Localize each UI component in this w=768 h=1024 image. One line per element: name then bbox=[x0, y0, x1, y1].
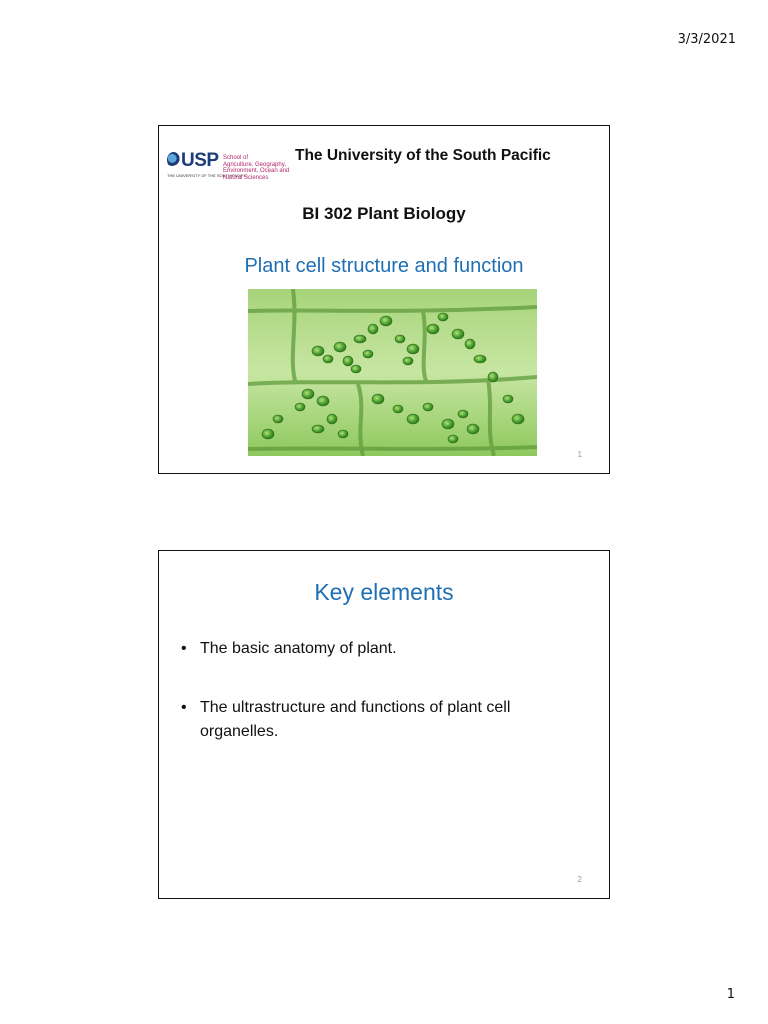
bullet-item: • The ultrastructure and functions of plant cell organelles. bbox=[181, 696, 591, 744]
usp-header-banner bbox=[163, 144, 603, 189]
bullet-item: • The basic anatomy of plant. bbox=[181, 637, 591, 661]
plant-cell-image bbox=[248, 289, 537, 456]
slide-number: 1 bbox=[577, 450, 582, 459]
university-name: The University of the South Pacific bbox=[295, 147, 551, 164]
school-line: Agriculture, Geography, bbox=[223, 161, 286, 168]
school-line: School of bbox=[223, 155, 249, 161]
slide-number: 2 bbox=[577, 875, 582, 884]
bullet-list bbox=[181, 637, 591, 779]
course-title: BI 302 Plant Biology bbox=[302, 204, 466, 223]
school-name bbox=[223, 155, 303, 181]
page-date: 3/3/2021 bbox=[677, 32, 736, 47]
slide-2 bbox=[158, 550, 610, 899]
usp-swirl-icon bbox=[167, 152, 180, 168]
slide-1 bbox=[158, 125, 610, 474]
usp-logo-subtext: THE UNIVERSITY OF THE SOUTH PACIFIC bbox=[167, 173, 248, 178]
plant-cell-micrograph bbox=[248, 289, 537, 456]
usp-logo-text: USP bbox=[181, 150, 219, 171]
slide-title: Key elements bbox=[314, 579, 454, 605]
slide-subtitle: Plant cell structure and function bbox=[244, 255, 524, 277]
school-line: Environment, Ocean and bbox=[223, 168, 290, 175]
school-line: Natural Sciences bbox=[223, 174, 269, 181]
page-number: 1 bbox=[726, 987, 735, 1002]
